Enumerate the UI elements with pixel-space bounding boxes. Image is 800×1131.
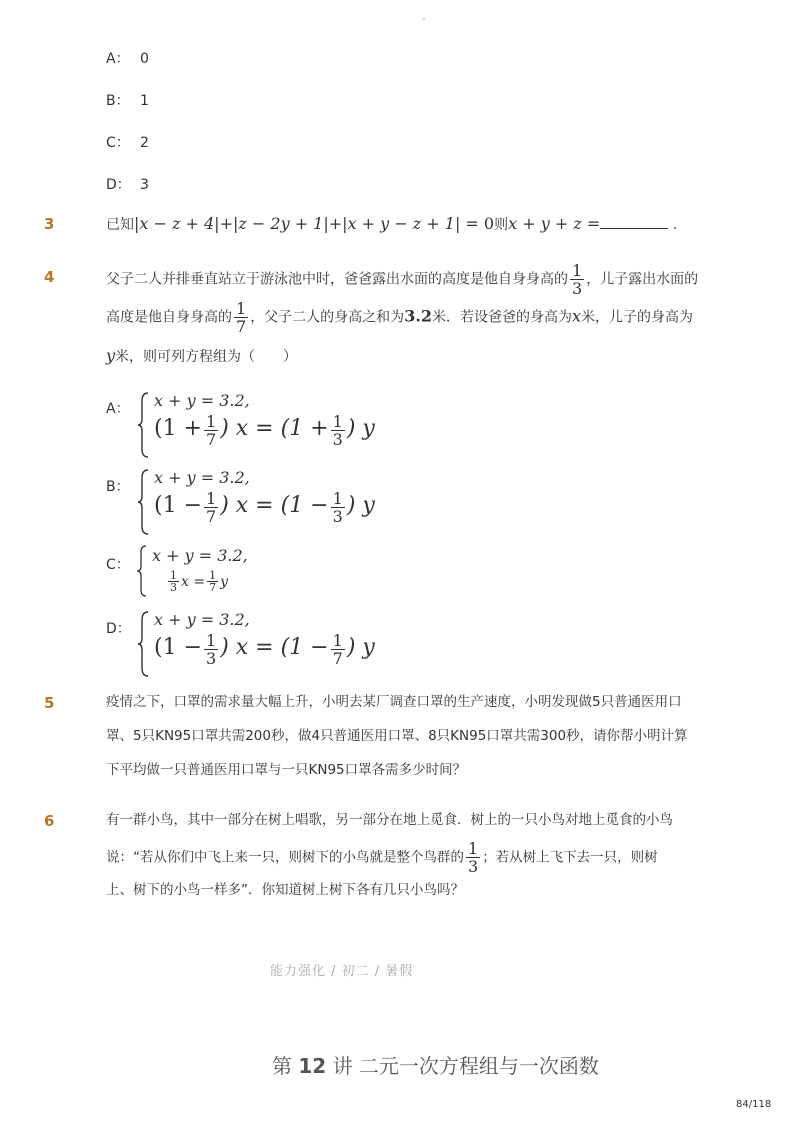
page-number: 84/118: [736, 1099, 772, 1110]
fraction: [204, 632, 218, 667]
fraction: [234, 300, 248, 335]
fraction-numerator: 1: [170, 569, 177, 582]
equation-line-2: [154, 413, 375, 448]
q3-prefix: 已知: [106, 217, 134, 233]
question-number-3: 3: [44, 215, 55, 233]
question-6-line-1: 有一群小鸟，其中一部分在树上唱歌，另一部分在地上觅食．树上的一只小鸟对地上觅食的小鸟: [106, 812, 673, 828]
eq-mid: ) x = (1 −: [220, 635, 329, 660]
question-4-line-2: [106, 300, 726, 335]
title-prefix: 第: [272, 1054, 292, 1078]
option-d-label: D：: [106, 621, 131, 637]
question-number-5: 5: [44, 694, 55, 712]
fraction: [168, 570, 179, 593]
q4-height-value: 3.2: [404, 306, 433, 326]
title-number: 12: [298, 1054, 327, 1078]
fraction: [204, 490, 218, 525]
footer-subtitle: 能力强化 / 初二 / 暑假: [270, 964, 414, 979]
header-mark: -: [422, 14, 426, 25]
fraction-denominator: 3: [468, 857, 479, 876]
fraction-numerator: 1: [206, 631, 217, 650]
question-6-line-2: [106, 840, 726, 875]
option-label: B：: [106, 93, 130, 109]
equation-line-1: x + y = 3.2,: [154, 468, 250, 487]
fraction-numerator: 1: [468, 839, 479, 858]
eq-close: ) y: [346, 493, 375, 518]
equation-line-1: x + y = 3.2,: [154, 610, 250, 629]
fraction-denominator: 3: [332, 430, 343, 449]
eq-mid: x =: [181, 574, 206, 590]
equation-line-2: [154, 490, 375, 525]
fraction-denominator: 7: [206, 430, 217, 449]
q4-line1: 父子二人并排垂直站立于游泳池中时，爸爸露出水面的高度是他自身身高的: [106, 271, 568, 288]
option-value: 2: [140, 135, 149, 151]
lecture-title: [272, 1050, 599, 1079]
question-4-line-1: [106, 262, 726, 297]
option-value: 1: [140, 93, 149, 109]
question-number-6: 6: [44, 812, 55, 830]
q3-plus1: +: [219, 214, 233, 233]
fraction-denominator: 7: [206, 507, 217, 526]
fraction: [204, 413, 218, 448]
eq-mid: ) x = (1 +: [220, 416, 329, 441]
fraction: [466, 840, 480, 875]
equation-line-1: x + y = 3.2,: [154, 391, 250, 410]
fraction-denominator: 3: [332, 507, 343, 526]
fraction-denominator: 3: [572, 279, 583, 298]
option-value: 3: [140, 177, 149, 193]
eq-open: (1 −: [154, 493, 203, 518]
q3-then: 则: [494, 217, 509, 233]
fraction-numerator: 1: [572, 261, 583, 280]
q4-line3: 米，则可列方程组为（ ）: [115, 349, 298, 365]
fraction-denominator: 7: [332, 649, 343, 668]
question-6-line-3: 上、树下的小鸟一样多”．你知道树上树下各有几只小鸟吗？: [106, 882, 464, 898]
option-d: [106, 174, 149, 194]
left-brace-icon: [136, 544, 148, 598]
eq-close: ) y: [346, 416, 375, 441]
option-c: [106, 132, 149, 152]
fraction: [331, 413, 345, 448]
option-label: C：: [106, 135, 130, 151]
q6-line2-end: ；若从树上飞下去一只，则树: [482, 849, 658, 866]
answer-blank: [600, 214, 668, 229]
option-a: [106, 48, 149, 68]
q4-line2-mid: ，父子二人的身高之和为: [250, 309, 405, 326]
fraction-numerator: 1: [209, 569, 217, 582]
q3-plus2: +: [328, 214, 343, 233]
option-b-label: B：: [106, 479, 130, 495]
fraction-denominator: 3: [170, 581, 177, 594]
question-5-line-2: 罩、5只KN95口罩共需200秒，做4只普通医用口罩、8只KN95口罩共需300秒，请你帮小明计算: [106, 728, 688, 744]
q3-abs3: |x + y − z + 1|: [342, 214, 461, 233]
fraction: [331, 632, 345, 667]
q4-line2-mid2: 米．若设爸爸的身高为: [432, 309, 573, 326]
q6-line2-start: 说：“若从你们中飞上来一只，则树下的小鸟就是整个鸟群的: [106, 849, 464, 866]
left-brace-icon: [136, 468, 150, 536]
question-5-line-1: 疫情之下，口罩的需求量大幅上升，小明去某厂调查口罩的生产速度，小明发现做5只普通医用口: [106, 694, 682, 710]
option-label: D：: [106, 177, 131, 193]
equation-line-2: [166, 570, 228, 593]
fraction-numerator: 1: [206, 489, 217, 508]
left-brace-icon: [136, 391, 150, 459]
fraction-numerator: 1: [206, 412, 217, 431]
q4-line2-end: 米，儿子的身高为: [581, 309, 694, 326]
eq-open: (1 −: [154, 635, 203, 660]
fraction: [207, 570, 218, 593]
q4-var-x: x: [572, 306, 582, 326]
question-number-4: 4: [44, 268, 55, 286]
q3-end: .: [672, 217, 678, 233]
eq-mid: ) x = (1 −: [220, 493, 329, 518]
q4-line1-end: ，儿子露出水面的: [586, 271, 699, 288]
option-value: 0: [140, 51, 149, 67]
q4-var-y: y: [106, 346, 116, 365]
equation-line-2: [154, 632, 375, 667]
eq-close: ) y: [346, 635, 375, 660]
q4-line2-start: 高度是他自身身高的: [106, 309, 232, 326]
fraction-numerator: 1: [236, 299, 247, 318]
left-brace-icon: [136, 610, 150, 678]
fraction-denominator: 3: [206, 649, 217, 668]
option-label: A：: [106, 51, 130, 67]
option-a-label: A：: [106, 401, 130, 417]
eq-close: y: [220, 574, 228, 590]
question-3-text: [106, 214, 706, 235]
question-5-line-3: 下平均做一只普通医用口罩与一只KN95口罩各需多少时间？: [106, 762, 467, 778]
question-4-line-3: [106, 346, 706, 367]
q3-abs2: |z − 2y + 1|: [232, 214, 329, 233]
fraction-numerator: 1: [332, 489, 343, 508]
fraction-denominator: 7: [236, 317, 247, 336]
q3-sum: x + y + z =: [508, 214, 601, 233]
option-b: [106, 90, 149, 110]
eq-open: (1 +: [154, 416, 203, 441]
option-c-label: C：: [106, 557, 130, 573]
fraction: [570, 262, 584, 297]
fraction-numerator: 1: [332, 412, 343, 431]
title-text: 讲 二元一次方程组与一次函数: [332, 1054, 599, 1078]
q3-abs1: |x − z + 4|: [134, 214, 220, 233]
fraction: [331, 490, 345, 525]
equation-line-1: x + y = 3.2,: [152, 546, 248, 565]
fraction-denominator: 7: [209, 581, 217, 594]
q3-eq0: = 0: [460, 214, 495, 233]
fraction-numerator: 1: [332, 631, 343, 650]
